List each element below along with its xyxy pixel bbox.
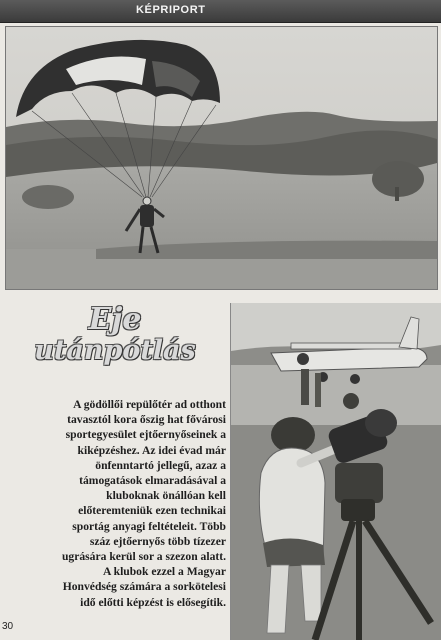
parachutist-landing-photo	[5, 26, 438, 290]
article-line: A klubok ezzel a Magyar	[102, 565, 226, 579]
article-line: A gödöllői repülőtér ad otthont	[73, 398, 226, 411]
article-line: támogatások elmaradásával a	[79, 474, 226, 488]
article-line: száz ejtőernyős több tízezer	[89, 534, 226, 548]
article-line: önfenntartó jellegű, azaz a	[95, 458, 226, 472]
article-title	[4, 300, 226, 366]
article-line: Honvédség számára a sorkötelesi	[62, 580, 226, 594]
article-body	[6, 397, 226, 610]
article-line: idő előtti képzést is elősegítik.	[80, 595, 226, 609]
article-line: sportág anyagi feltételeit. Több	[72, 519, 226, 533]
article-line: sportegyesület ejtőernyőseinek a	[65, 428, 226, 442]
article-title-line-2: utánpótlás	[34, 335, 196, 366]
article-line: tavasztól kora őszig hat fővárosi	[67, 413, 226, 427]
child-binoculars-photo	[230, 303, 441, 640]
section-header-bar	[0, 0, 441, 23]
article-line: kiképzéshez. Az idei évad már	[77, 443, 226, 457]
article-line: kluboknak önállóan kell	[106, 489, 226, 503]
article-line: ugrására kerül sor a szezon alatt.	[61, 550, 226, 564]
article-title-line-1: Eje	[88, 302, 142, 337]
article-line: előteremteniük ezen technikai	[78, 504, 226, 518]
page-number: 30	[2, 621, 14, 632]
section-label: KÉPRIPORT	[136, 4, 206, 16]
